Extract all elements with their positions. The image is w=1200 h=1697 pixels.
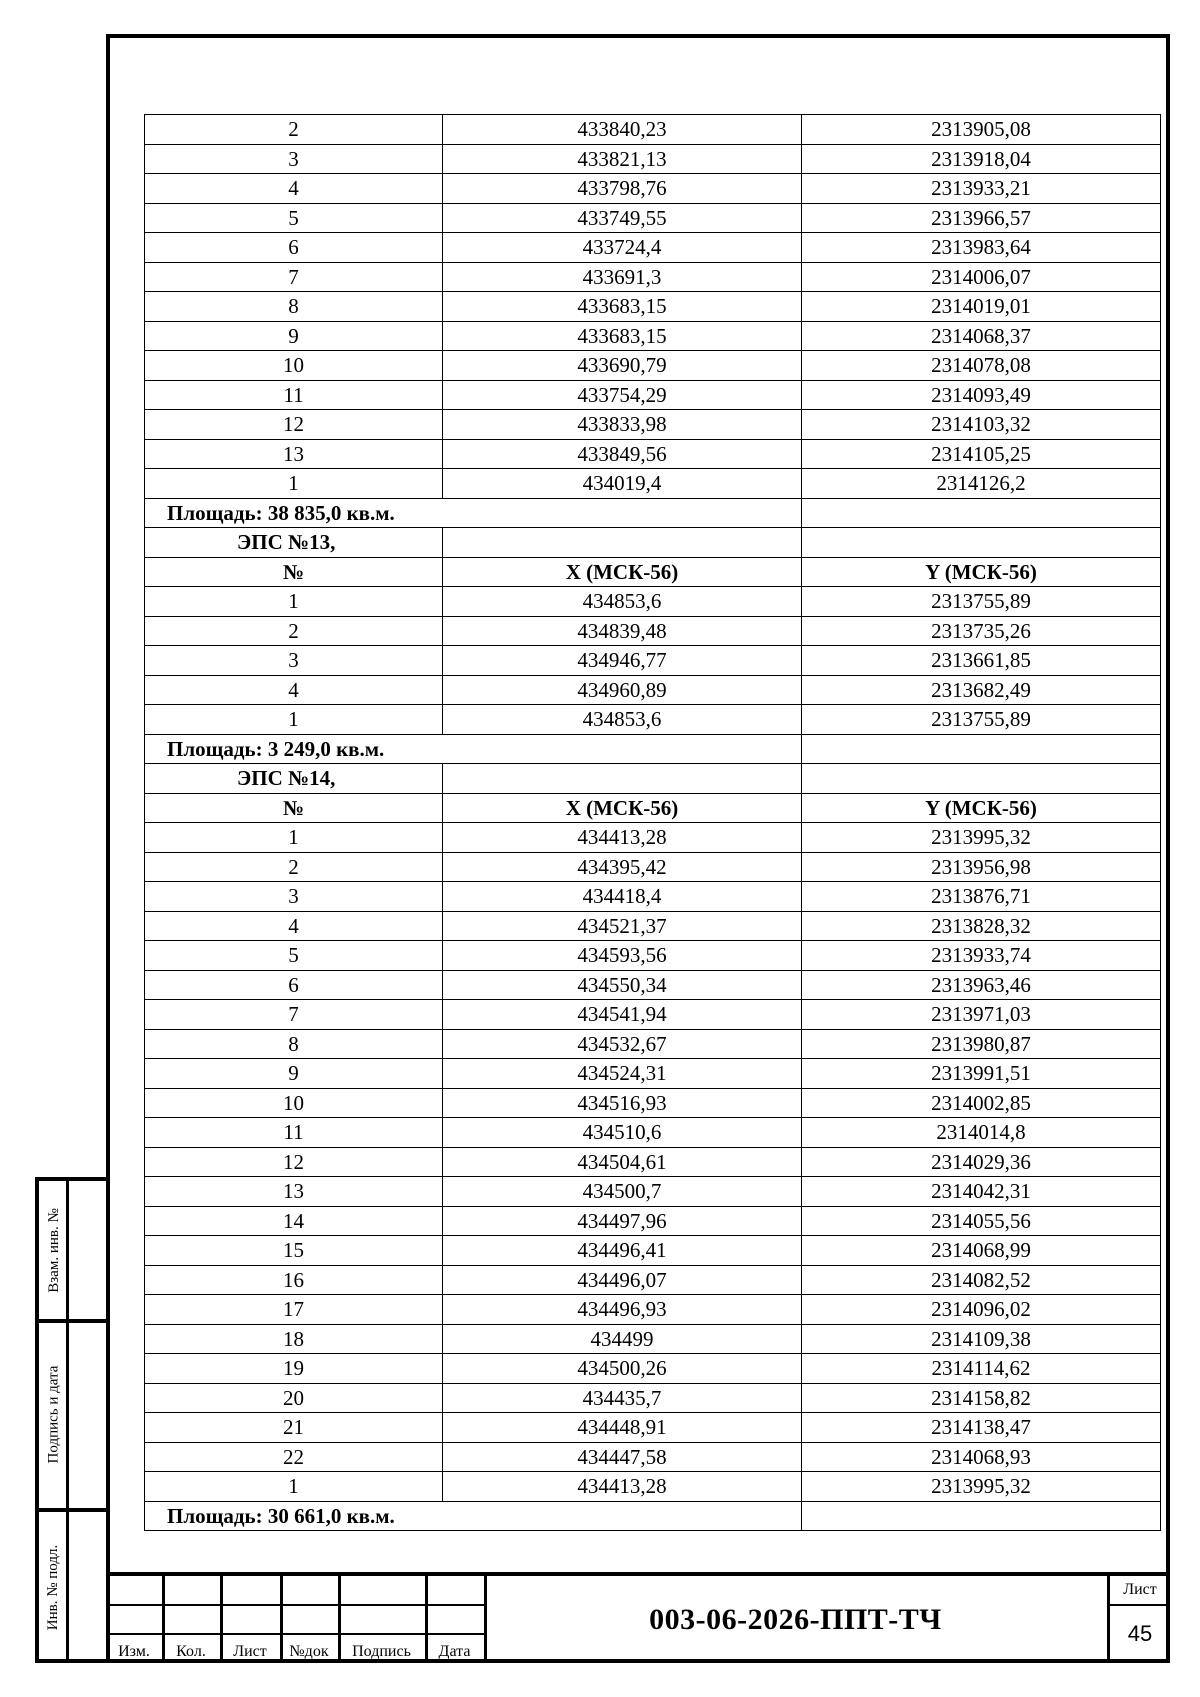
cell-point-number: 6: [145, 970, 443, 1000]
side-stamp-column: [35, 1177, 106, 1663]
cell-point-number: 8: [145, 292, 443, 322]
cell-x-coordinate: 434853,6: [443, 705, 802, 735]
table-row: [145, 705, 1161, 735]
cell-point-number: 20: [145, 1383, 443, 1413]
cell-x-coordinate: 434521,37: [443, 911, 802, 941]
cell-x-coordinate: 434448,91: [443, 1413, 802, 1443]
coordinates-table-body: [145, 115, 1161, 1531]
cell-point-number: 16: [145, 1265, 443, 1295]
section-title: ЭПС №14,: [145, 764, 443, 794]
cell-y-coordinate: 2314105,25: [802, 439, 1161, 469]
cell-y-coordinate: 2314096,02: [802, 1295, 1161, 1325]
cell-x-coordinate: 434524,31: [443, 1059, 802, 1089]
table-row: [145, 1059, 1161, 1089]
area-label: Площадь: 30 661,0 кв.м.: [145, 1501, 802, 1531]
cell-y-coordinate: 2313755,89: [802, 705, 1161, 735]
empty-cell: [802, 498, 1161, 528]
cell-point-number: 18: [145, 1324, 443, 1354]
cell-x-coordinate: 433683,15: [443, 321, 802, 351]
cell-y-coordinate: 2314055,56: [802, 1206, 1161, 1236]
cell-y-coordinate: 2314093,49: [802, 380, 1161, 410]
cell-point-number: 17: [145, 1295, 443, 1325]
cell-y-coordinate: 2314103,32: [802, 410, 1161, 440]
header-y: Y (МСК-56): [802, 793, 1161, 823]
cell-point-number: 22: [145, 1442, 443, 1472]
cell-point-number: 6: [145, 233, 443, 263]
cell-y-coordinate: 2313905,08: [802, 115, 1161, 145]
cell-point-number: 14: [145, 1206, 443, 1236]
table-row: [145, 646, 1161, 676]
area-label: Площадь: 3 249,0 кв.м.: [145, 734, 802, 764]
cell-y-coordinate: 2313963,46: [802, 970, 1161, 1000]
cell-x-coordinate: 434500,7: [443, 1177, 802, 1207]
stamp-label-change: Изм.: [118, 1643, 150, 1660]
cell-point-number: 15: [145, 1236, 443, 1266]
table-row: [145, 1413, 1161, 1443]
cell-point-number: 1: [145, 469, 443, 499]
cell-x-coordinate: 434496,07: [443, 1265, 802, 1295]
table-row: [145, 1029, 1161, 1059]
cell-x-coordinate: 433821,13: [443, 144, 802, 174]
revision-grid: [106, 1576, 484, 1663]
stamp-label-doc-number: №док: [289, 1643, 329, 1660]
sheet-label: Лист: [1110, 1576, 1170, 1606]
cell-y-coordinate: 2313933,74: [802, 941, 1161, 971]
cell-y-coordinate: 2313828,32: [802, 911, 1161, 941]
table-row: [145, 233, 1161, 263]
cell-y-coordinate: 2314082,52: [802, 1265, 1161, 1295]
cell-x-coordinate: 433754,29: [443, 380, 802, 410]
cell-y-coordinate: 2313971,03: [802, 1000, 1161, 1030]
cell-x-coordinate: 433690,79: [443, 351, 802, 381]
table-row: [145, 1295, 1161, 1325]
table-row: [145, 1324, 1161, 1354]
cell-x-coordinate: 434532,67: [443, 1029, 802, 1059]
cell-point-number: 13: [145, 439, 443, 469]
table-header-row: [145, 557, 1161, 587]
cell-point-number: 13: [145, 1177, 443, 1207]
stamp-label-sheet: Лист: [233, 1643, 267, 1660]
cell-point-number: 2: [145, 616, 443, 646]
cell-point-number: 7: [145, 262, 443, 292]
cell-y-coordinate: 2314126,2: [802, 469, 1161, 499]
cell-point-number: 10: [145, 351, 443, 381]
table-row: [145, 321, 1161, 351]
empty-cell: [443, 528, 802, 558]
table-row: [145, 1177, 1161, 1207]
cell-point-number: 11: [145, 1118, 443, 1148]
table-row: [145, 1354, 1161, 1384]
stamp-label-date: Дата: [438, 1643, 471, 1660]
cell-point-number: 21: [145, 1413, 443, 1443]
cell-y-coordinate: 2313918,04: [802, 144, 1161, 174]
cell-y-coordinate: 2313966,57: [802, 203, 1161, 233]
cell-x-coordinate: 434946,77: [443, 646, 802, 676]
table-row: [145, 351, 1161, 381]
cell-y-coordinate: 2313995,32: [802, 1472, 1161, 1502]
table-row: [145, 823, 1161, 853]
empty-cell: [802, 734, 1161, 764]
section-title-row: [145, 528, 1161, 558]
table-row: [145, 1236, 1161, 1266]
cell-x-coordinate: 434435,7: [443, 1383, 802, 1413]
table-row: [145, 1118, 1161, 1148]
cell-y-coordinate: 2314068,37: [802, 321, 1161, 351]
table-row: [145, 882, 1161, 912]
empty-cell: [802, 1501, 1161, 1531]
table-row: [145, 911, 1161, 941]
cell-point-number: 2: [145, 115, 443, 145]
cell-point-number: 1: [145, 705, 443, 735]
cell-x-coordinate: 434413,28: [443, 823, 802, 853]
cell-point-number: 1: [145, 1472, 443, 1502]
cell-point-number: 9: [145, 321, 443, 351]
cell-x-coordinate: 433749,55: [443, 203, 802, 233]
table-row: [145, 115, 1161, 145]
table-row: [145, 380, 1161, 410]
side-label-signature-date: Подпись и дата: [45, 1365, 62, 1464]
side-label-inv-original: Инв. № подл.: [45, 1544, 62, 1631]
section-title: ЭПС №13,: [145, 528, 443, 558]
cell-x-coordinate: 434516,93: [443, 1088, 802, 1118]
header-number: №: [145, 793, 443, 823]
cell-y-coordinate: 2314068,99: [802, 1236, 1161, 1266]
cell-x-coordinate: 434496,93: [443, 1295, 802, 1325]
table-row: [145, 970, 1161, 1000]
cell-y-coordinate: 2313755,89: [802, 587, 1161, 617]
cell-point-number: 3: [145, 144, 443, 174]
cell-point-number: 1: [145, 587, 443, 617]
header-number: №: [145, 557, 443, 587]
cell-point-number: 10: [145, 1088, 443, 1118]
cell-x-coordinate: 434497,96: [443, 1206, 802, 1236]
table-row: [145, 616, 1161, 646]
cell-y-coordinate: 2314002,85: [802, 1088, 1161, 1118]
cell-x-coordinate: 434550,34: [443, 970, 802, 1000]
cell-y-coordinate: 2314068,93: [802, 1442, 1161, 1472]
cell-y-coordinate: 2314114,62: [802, 1354, 1161, 1384]
cell-x-coordinate: 433691,3: [443, 262, 802, 292]
cell-y-coordinate: 2314019,01: [802, 292, 1161, 322]
document-code: 003-06-2026-ППТ-ТЧ: [649, 1602, 942, 1636]
side-label-replaced-inv: Взам. инв. №: [45, 1207, 62, 1293]
cell-point-number: 7: [145, 1000, 443, 1030]
table-row: [145, 1265, 1161, 1295]
cell-x-coordinate: 433840,23: [443, 115, 802, 145]
table-row: [145, 1472, 1161, 1502]
area-row: [145, 734, 1161, 764]
cell-point-number: 12: [145, 1147, 443, 1177]
table-row: [145, 1147, 1161, 1177]
cell-x-coordinate: 433833,98: [443, 410, 802, 440]
table-header-row: [145, 793, 1161, 823]
table-row: [145, 941, 1161, 971]
cell-x-coordinate: 434447,58: [443, 1442, 802, 1472]
cell-point-number: 11: [145, 380, 443, 410]
stamp-label-count: Кол.: [176, 1643, 206, 1660]
table-row: [145, 1088, 1161, 1118]
cell-x-coordinate: 434019,4: [443, 469, 802, 499]
cell-x-coordinate: 434541,94: [443, 1000, 802, 1030]
cell-point-number: 9: [145, 1059, 443, 1089]
table-row: [145, 1206, 1161, 1236]
cell-x-coordinate: 434839,48: [443, 616, 802, 646]
table-row: [145, 262, 1161, 292]
cell-x-coordinate: 434853,6: [443, 587, 802, 617]
table-row: [145, 675, 1161, 705]
cell-y-coordinate: 2314138,47: [802, 1413, 1161, 1443]
cell-point-number: 5: [145, 203, 443, 233]
table-row: [145, 1000, 1161, 1030]
cell-y-coordinate: 2314158,82: [802, 1383, 1161, 1413]
empty-cell: [802, 528, 1161, 558]
area-row: [145, 498, 1161, 528]
sheet-number: 45: [1127, 1621, 1153, 1646]
cell-y-coordinate: 2313661,85: [802, 646, 1161, 676]
table-row: [145, 469, 1161, 499]
header-y: Y (МСК-56): [802, 557, 1161, 587]
cell-point-number: 1: [145, 823, 443, 853]
cell-point-number: 8: [145, 1029, 443, 1059]
cell-x-coordinate: 434593,56: [443, 941, 802, 971]
cell-y-coordinate: 2313991,51: [802, 1059, 1161, 1089]
header-x: X (МСК-56): [443, 793, 802, 823]
cell-y-coordinate: 2313980,87: [802, 1029, 1161, 1059]
sheet-number-box: [1107, 1576, 1170, 1663]
cell-x-coordinate: 434960,89: [443, 675, 802, 705]
section-title-row: [145, 764, 1161, 794]
cell-point-number: 4: [145, 911, 443, 941]
empty-cell: [443, 764, 802, 794]
cell-x-coordinate: 434413,28: [443, 1472, 802, 1502]
cell-y-coordinate: 2313682,49: [802, 675, 1161, 705]
cell-y-coordinate: 2314029,36: [802, 1147, 1161, 1177]
cell-y-coordinate: 2313876,71: [802, 882, 1161, 912]
table-row: [145, 852, 1161, 882]
cell-x-coordinate: 434499: [443, 1324, 802, 1354]
cell-x-coordinate: 433683,15: [443, 292, 802, 322]
cell-x-coordinate: 433724,4: [443, 233, 802, 263]
cell-x-coordinate: 434395,42: [443, 852, 802, 882]
table-row: [145, 410, 1161, 440]
table-row: [145, 203, 1161, 233]
cell-point-number: 2: [145, 852, 443, 882]
stamp-label-signature: Подпись: [352, 1643, 411, 1660]
cell-x-coordinate: 434496,41: [443, 1236, 802, 1266]
cell-y-coordinate: 2314006,07: [802, 262, 1161, 292]
cell-y-coordinate: 2313983,64: [802, 233, 1161, 263]
cell-y-coordinate: 2313933,21: [802, 174, 1161, 204]
cell-point-number: 4: [145, 675, 443, 705]
cell-point-number: 3: [145, 646, 443, 676]
table-row: [145, 1383, 1161, 1413]
header-x: X (МСК-56): [443, 557, 802, 587]
table-row: [145, 587, 1161, 617]
table-row: [145, 439, 1161, 469]
cell-point-number: 19: [145, 1354, 443, 1384]
cell-x-coordinate: 434510,6: [443, 1118, 802, 1148]
cell-y-coordinate: 2314078,08: [802, 351, 1161, 381]
cell-y-coordinate: 2314042,31: [802, 1177, 1161, 1207]
cell-y-coordinate: 2314014,8: [802, 1118, 1161, 1148]
title-block: [106, 1572, 1170, 1663]
cell-y-coordinate: 2314109,38: [802, 1324, 1161, 1354]
cell-x-coordinate: 433798,76: [443, 174, 802, 204]
cell-point-number: 5: [145, 941, 443, 971]
area-row: [145, 1501, 1161, 1531]
cell-x-coordinate: 434418,4: [443, 882, 802, 912]
area-label: Площадь: 38 835,0 кв.м.: [145, 498, 802, 528]
table-row: [145, 1442, 1161, 1472]
cell-y-coordinate: 2313995,32: [802, 823, 1161, 853]
cell-point-number: 4: [145, 174, 443, 204]
cell-point-number: 12: [145, 410, 443, 440]
cell-x-coordinate: 434500,26: [443, 1354, 802, 1384]
table-row: [145, 292, 1161, 322]
cell-x-coordinate: 433849,56: [443, 439, 802, 469]
cell-y-coordinate: 2313735,26: [802, 616, 1161, 646]
cell-point-number: 3: [145, 882, 443, 912]
coordinates-table: [144, 114, 1161, 1531]
cell-y-coordinate: 2313956,98: [802, 852, 1161, 882]
table-row: [145, 144, 1161, 174]
cell-x-coordinate: 434504,61: [443, 1147, 802, 1177]
empty-cell: [802, 764, 1161, 794]
table-row: [145, 174, 1161, 204]
